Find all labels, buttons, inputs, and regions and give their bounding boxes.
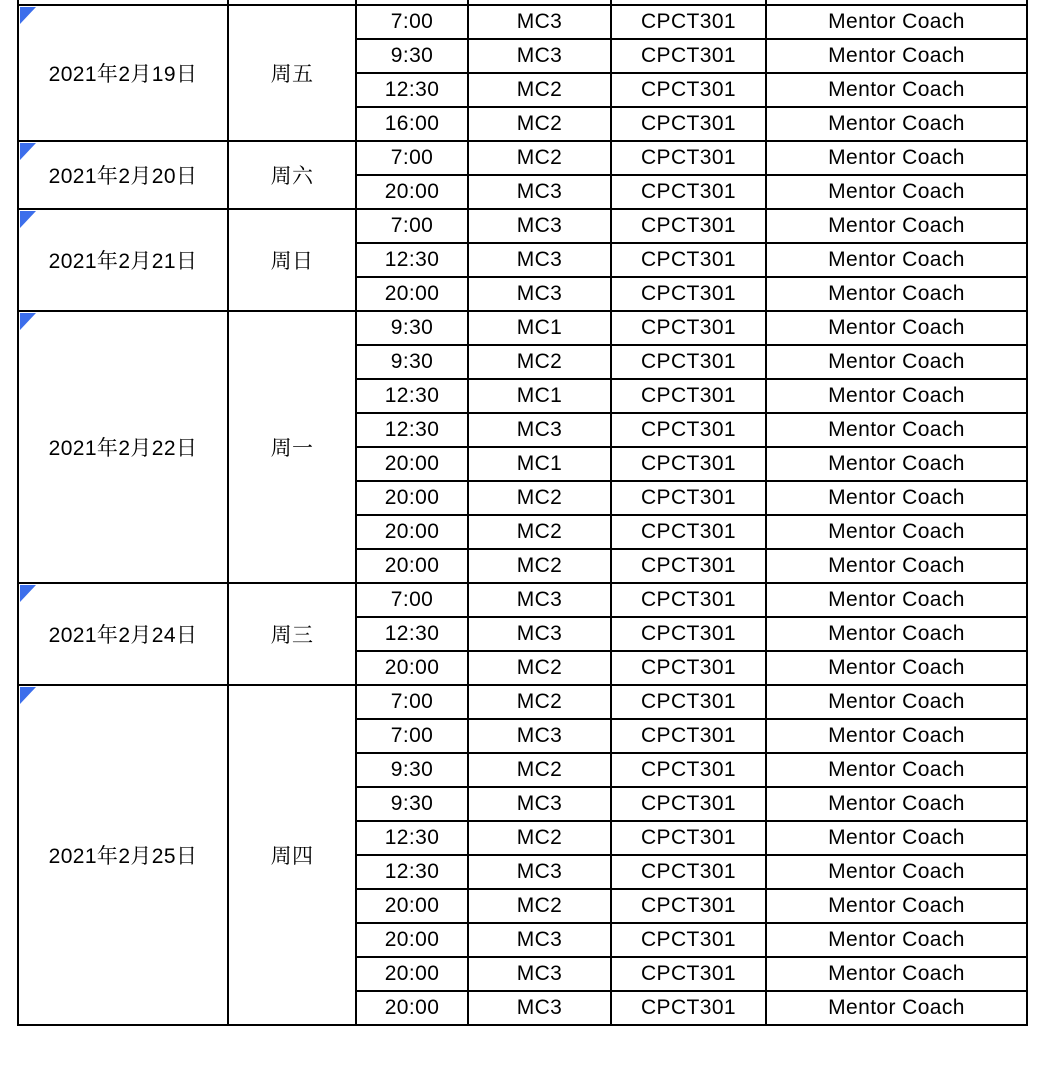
time-cell[interactable]: 12:30 <box>356 821 468 855</box>
role-cell[interactable]: Mentor Coach <box>766 243 1027 277</box>
weekday-cell[interactable] <box>228 209 356 311</box>
role-cell[interactable]: Mentor Coach <box>766 651 1027 685</box>
role-cell[interactable]: Mentor Coach <box>766 209 1027 243</box>
role-cell[interactable]: Mentor Coach <box>766 175 1027 209</box>
mc-cell[interactable]: MC1 <box>468 379 611 413</box>
mc-cell[interactable]: MC2 <box>468 821 611 855</box>
mc-cell[interactable]: MC3 <box>468 787 611 821</box>
course-cell[interactable]: CPCT301 <box>611 107 766 141</box>
mc-cell[interactable]: MC1 <box>468 447 611 481</box>
role-cell[interactable]: Mentor Coach <box>766 617 1027 651</box>
role-cell[interactable]: Mentor Coach <box>766 719 1027 753</box>
comment-marker-icon[interactable] <box>20 211 36 228</box>
time-cell[interactable]: 9:30 <box>356 39 468 73</box>
schedule-row <box>18 141 1027 175</box>
comment-marker-icon[interactable] <box>20 143 36 160</box>
mc-cell[interactable]: MC3 <box>468 583 611 617</box>
schedule-row <box>18 685 1027 719</box>
weekday-cell[interactable] <box>228 141 356 209</box>
time-cell[interactable]: 12:30 <box>356 243 468 277</box>
time-cell[interactable]: 7:00 <box>356 583 468 617</box>
date-label: 2021年2月22日 <box>48 437 198 460</box>
mc-cell[interactable]: MC3 <box>468 855 611 889</box>
comment-marker-icon[interactable] <box>20 585 36 602</box>
schedule-row <box>18 311 1027 345</box>
time-cell[interactable]: 20:00 <box>356 889 468 923</box>
date-label: 2021年2月25日 <box>48 845 198 868</box>
role-cell[interactable]: Mentor Coach <box>766 73 1027 107</box>
course-cell[interactable]: CPCT301 <box>611 651 766 685</box>
time-cell[interactable]: 20:00 <box>356 175 468 209</box>
course-cell[interactable]: CPCT301 <box>611 515 766 549</box>
date-cell[interactable] <box>18 5 228 141</box>
comment-marker-icon[interactable] <box>20 7 36 24</box>
mc-cell[interactable]: MC2 <box>468 481 611 515</box>
mc-cell[interactable]: MC3 <box>468 991 611 1025</box>
mc-cell[interactable]: MC2 <box>468 345 611 379</box>
role-cell[interactable]: Mentor Coach <box>766 5 1027 39</box>
time-cell[interactable]: 9:30 <box>356 311 468 345</box>
mc-cell[interactable]: MC3 <box>468 617 611 651</box>
role-cell[interactable]: Mentor Coach <box>766 583 1027 617</box>
role-cell[interactable]: Mentor Coach <box>766 855 1027 889</box>
time-cell[interactable]: 12:30 <box>356 73 468 107</box>
course-cell[interactable]: CPCT301 <box>611 209 766 243</box>
course-cell[interactable]: CPCT301 <box>611 923 766 957</box>
course-cell[interactable]: CPCT301 <box>611 311 766 345</box>
comment-marker-icon[interactable] <box>20 687 36 704</box>
mc-cell[interactable]: MC3 <box>468 719 611 753</box>
mc-cell[interactable]: MC2 <box>468 685 611 719</box>
mc-cell[interactable]: MC2 <box>468 73 611 107</box>
role-cell[interactable]: Mentor Coach <box>766 991 1027 1025</box>
date-cell[interactable] <box>18 685 228 1025</box>
time-cell[interactable]: 12:30 <box>356 617 468 651</box>
date-label: 2021年2月20日 <box>48 165 198 188</box>
role-cell[interactable]: Mentor Coach <box>766 549 1027 583</box>
date-label: 2021年2月19日 <box>48 63 198 86</box>
role-cell[interactable]: Mentor Coach <box>766 787 1027 821</box>
role-cell[interactable]: Mentor Coach <box>766 957 1027 991</box>
time-cell[interactable]: 9:30 <box>356 787 468 821</box>
course-cell[interactable]: CPCT301 <box>611 753 766 787</box>
mc-cell[interactable]: MC2 <box>468 753 611 787</box>
mc-cell[interactable]: MC2 <box>468 889 611 923</box>
weekday-label: 周六 <box>270 165 314 188</box>
course-cell[interactable]: CPCT301 <box>611 719 766 753</box>
role-cell[interactable]: Mentor Coach <box>766 379 1027 413</box>
weekday-label: 周五 <box>270 63 314 86</box>
mc-cell[interactable]: MC3 <box>468 39 611 73</box>
role-cell[interactable]: Mentor Coach <box>766 107 1027 141</box>
mc-cell[interactable]: MC3 <box>468 175 611 209</box>
mc-cell[interactable]: MC2 <box>468 549 611 583</box>
mc-cell[interactable]: MC3 <box>468 5 611 39</box>
course-cell[interactable]: CPCT301 <box>611 685 766 719</box>
time-cell[interactable]: 9:30 <box>356 345 468 379</box>
weekday-label: 周日 <box>270 250 314 273</box>
course-cell[interactable]: CPCT301 <box>611 787 766 821</box>
time-cell[interactable]: 7:00 <box>356 5 468 39</box>
weekday-cell[interactable] <box>228 685 356 1025</box>
course-cell[interactable]: CPCT301 <box>611 889 766 923</box>
schedule-table-container <box>17 0 1028 1026</box>
mc-cell[interactable]: MC3 <box>468 923 611 957</box>
time-cell[interactable]: 20:00 <box>356 923 468 957</box>
course-cell[interactable]: CPCT301 <box>611 481 766 515</box>
role-cell[interactable]: Mentor Coach <box>766 413 1027 447</box>
role-cell[interactable]: Mentor Coach <box>766 923 1027 957</box>
time-cell[interactable]: 7:00 <box>356 719 468 753</box>
comment-marker-icon[interactable] <box>20 313 36 330</box>
weekday-label: 周一 <box>270 437 314 460</box>
role-cell[interactable]: Mentor Coach <box>766 753 1027 787</box>
weekday-cell[interactable] <box>228 583 356 685</box>
mc-cell[interactable]: MC3 <box>468 277 611 311</box>
course-cell[interactable]: CPCT301 <box>611 447 766 481</box>
course-cell[interactable]: CPCT301 <box>611 345 766 379</box>
date-cell[interactable] <box>18 141 228 209</box>
weekday-label: 周四 <box>270 845 314 868</box>
mc-cell[interactable]: MC3 <box>468 413 611 447</box>
course-cell[interactable]: CPCT301 <box>611 277 766 311</box>
time-cell[interactable]: 20:00 <box>356 481 468 515</box>
date-label: 2021年2月21日 <box>48 250 198 273</box>
role-cell[interactable]: Mentor Coach <box>766 345 1027 379</box>
role-cell[interactable]: Mentor Coach <box>766 311 1027 345</box>
date-cell[interactable] <box>18 583 228 685</box>
course-cell[interactable]: CPCT301 <box>611 141 766 175</box>
time-cell[interactable]: 20:00 <box>356 447 468 481</box>
time-cell[interactable]: 20:00 <box>356 991 468 1025</box>
mc-cell[interactable]: MC3 <box>468 243 611 277</box>
schedule-table-body <box>18 0 1027 1025</box>
weekday-cell[interactable] <box>228 5 356 141</box>
date-cell[interactable] <box>18 311 228 583</box>
time-cell[interactable]: 20:00 <box>356 277 468 311</box>
role-cell[interactable]: Mentor Coach <box>766 515 1027 549</box>
weekday-label: 周三 <box>270 624 314 647</box>
role-cell[interactable]: Mentor Coach <box>766 685 1027 719</box>
mc-cell[interactable]: MC2 <box>468 651 611 685</box>
course-cell[interactable]: CPCT301 <box>611 5 766 39</box>
role-cell[interactable]: Mentor Coach <box>766 481 1027 515</box>
time-cell[interactable]: 9:30 <box>356 753 468 787</box>
schedule-table <box>17 0 1028 1026</box>
course-cell[interactable]: CPCT301 <box>611 549 766 583</box>
weekday-cell[interactable] <box>228 311 356 583</box>
role-cell[interactable]: Mentor Coach <box>766 447 1027 481</box>
course-cell[interactable]: CPCT301 <box>611 991 766 1025</box>
course-cell[interactable]: CPCT301 <box>611 39 766 73</box>
mc-cell[interactable]: MC3 <box>468 209 611 243</box>
course-cell[interactable]: CPCT301 <box>611 617 766 651</box>
role-cell[interactable]: Mentor Coach <box>766 821 1027 855</box>
mc-cell[interactable]: MC2 <box>468 141 611 175</box>
course-cell[interactable]: CPCT301 <box>611 855 766 889</box>
time-cell[interactable]: 12:30 <box>356 379 468 413</box>
course-cell[interactable]: CPCT301 <box>611 243 766 277</box>
schedule-row <box>18 583 1027 617</box>
date-label: 2021年2月24日 <box>48 624 198 647</box>
course-cell[interactable]: CPCT301 <box>611 957 766 991</box>
mc-cell[interactable]: MC3 <box>468 957 611 991</box>
time-cell[interactable]: 12:30 <box>356 413 468 447</box>
schedule-row <box>18 209 1027 243</box>
role-cell[interactable]: Mentor Coach <box>766 889 1027 923</box>
course-cell[interactable]: CPCT301 <box>611 175 766 209</box>
course-cell[interactable]: CPCT301 <box>611 73 766 107</box>
time-cell[interactable]: 20:00 <box>356 651 468 685</box>
schedule-row <box>18 5 1027 39</box>
course-cell[interactable]: CPCT301 <box>611 413 766 447</box>
role-cell[interactable]: Mentor Coach <box>766 39 1027 73</box>
time-cell[interactable]: 20:00 <box>356 957 468 991</box>
time-cell[interactable]: 7:00 <box>356 141 468 175</box>
time-cell[interactable]: 7:00 <box>356 685 468 719</box>
course-cell[interactable]: CPCT301 <box>611 821 766 855</box>
time-cell[interactable]: 20:00 <box>356 515 468 549</box>
time-cell[interactable]: 20:00 <box>356 549 468 583</box>
course-cell[interactable]: CPCT301 <box>611 583 766 617</box>
time-cell[interactable]: 12:30 <box>356 855 468 889</box>
role-cell[interactable]: Mentor Coach <box>766 141 1027 175</box>
mc-cell[interactable]: MC2 <box>468 515 611 549</box>
time-cell[interactable]: 7:00 <box>356 209 468 243</box>
date-cell[interactable] <box>18 209 228 311</box>
mc-cell[interactable]: MC2 <box>468 107 611 141</box>
role-cell[interactable]: Mentor Coach <box>766 277 1027 311</box>
mc-cell[interactable]: MC1 <box>468 311 611 345</box>
time-cell[interactable]: 16:00 <box>356 107 468 141</box>
course-cell[interactable]: CPCT301 <box>611 379 766 413</box>
